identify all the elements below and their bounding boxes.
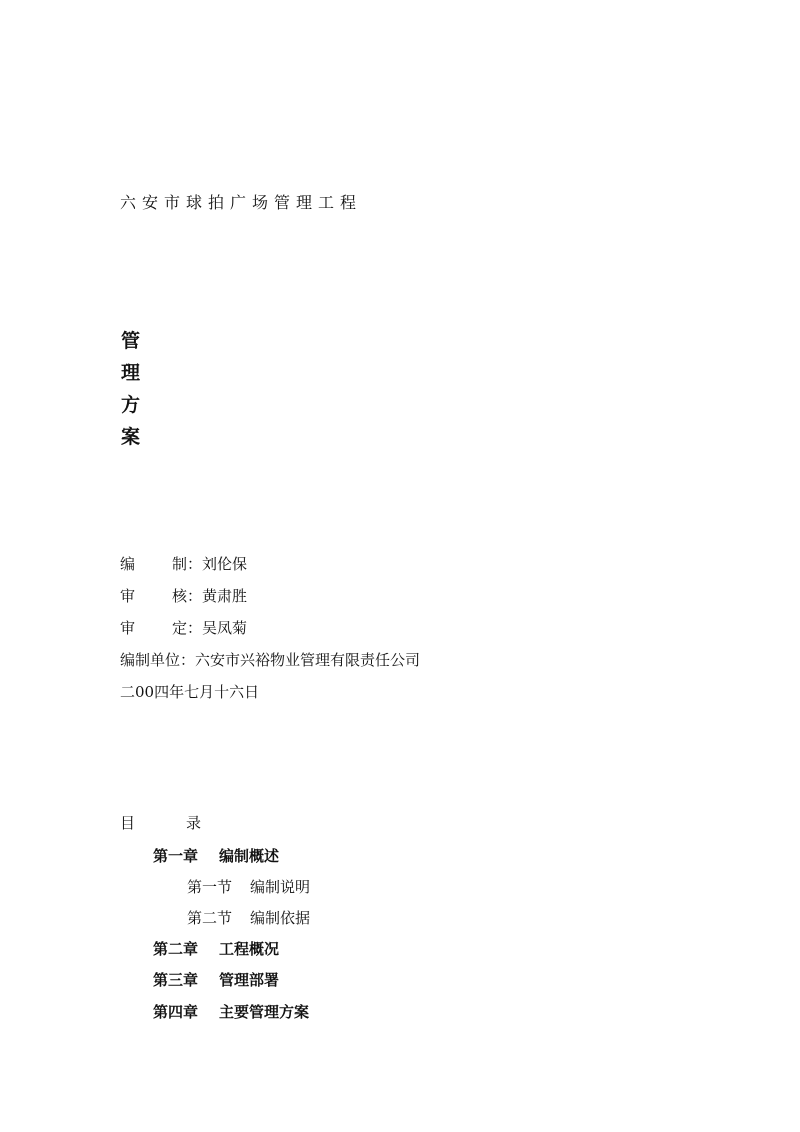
toc-entry-number: 第三章 [153, 971, 199, 989]
doc-title-char-3: 方 [121, 394, 141, 416]
info-label-a: 审 [120, 619, 136, 637]
toc-entry-number: 第二章 [153, 940, 199, 958]
info-row-compiler [120, 553, 247, 574]
toc-entry-title: 主要管理方案 [219, 1003, 310, 1021]
toc-entry-chapter-3[interactable] [153, 969, 279, 990]
info-value: 黄肃胜 [202, 587, 248, 605]
toc-entry-title: 管理部署 [219, 971, 280, 989]
toc-entry-chapter-1[interactable] [153, 845, 279, 866]
info-value: 刘伦保 [202, 555, 248, 573]
info-label-a: 编 [120, 555, 136, 573]
toc-entry-number: 第四章 [153, 1003, 199, 1021]
project-title: 六安市球拍广场管理工程 [120, 193, 363, 212]
info-row-unit [120, 649, 420, 670]
toc-entry-chapter-4[interactable] [153, 1001, 309, 1022]
compile-date: 二00四年七月十六日 [120, 683, 260, 701]
toc-entry-number: 第二节 [187, 909, 233, 927]
toc-title-b: 录 [186, 814, 202, 832]
info-row-reviewer [120, 585, 247, 606]
toc-title [120, 812, 201, 833]
doc-title-char-2: 理 [121, 362, 141, 384]
toc-entry-section-1[interactable] [187, 876, 310, 897]
info-label-a: 审 [120, 587, 136, 605]
info-row-approver [120, 617, 247, 638]
toc-entry-title: 编制说明 [250, 878, 311, 896]
unit-label: 编制单位： [120, 651, 196, 669]
toc-entry-chapter-2[interactable] [153, 938, 279, 959]
toc-entry-number: 第一节 [187, 878, 233, 896]
toc-title-a: 目 [120, 814, 136, 832]
toc-entry-number: 第一章 [153, 847, 199, 865]
doc-title-char-1: 管 [121, 330, 141, 352]
info-label-b: 制： [172, 555, 203, 573]
toc-entry-title: 编制概述 [219, 847, 280, 865]
toc-entry-title: 编制依据 [250, 909, 311, 927]
toc-entry-title: 工程概况 [219, 940, 280, 958]
info-label-b: 定： [172, 619, 203, 637]
unit-value: 六安市兴裕物业管理有限责任公司 [195, 651, 421, 669]
info-label-b: 核： [172, 587, 203, 605]
doc-title-char-4: 案 [121, 426, 141, 448]
info-value: 吴凤菊 [202, 619, 248, 637]
toc-entry-section-2[interactable] [187, 907, 310, 928]
